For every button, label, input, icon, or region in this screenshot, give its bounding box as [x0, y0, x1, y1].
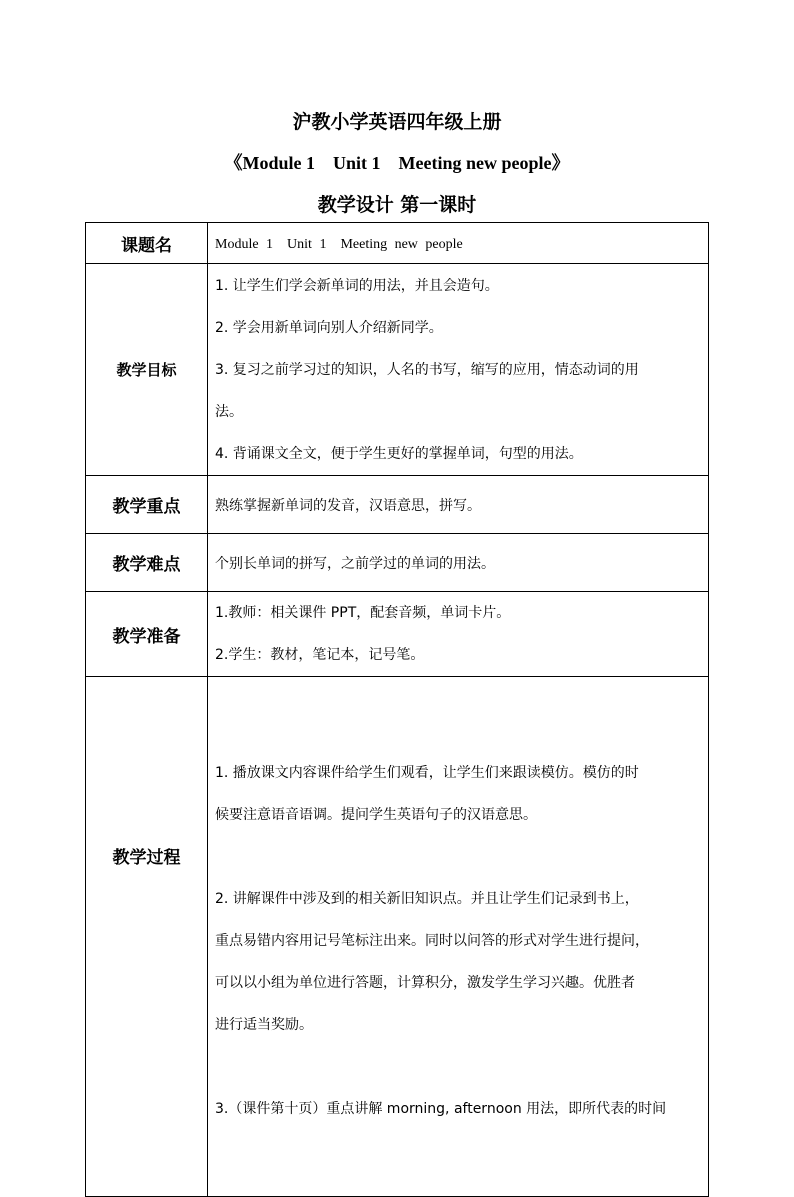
goal-item: 3. 复习之前学习过的知识，人名的书写，缩写的应用，情态动词的用 — [215, 361, 639, 378]
key-points-value: 熟练掌握新单词的发音，汉语意思，拼写。 — [208, 476, 709, 534]
process-step-2-line: 进行适当奖励。 — [215, 1016, 313, 1033]
difficulties-value: 个别长单词的拼写，之前学过的单词的用法。 — [208, 534, 709, 592]
topic-value: Module 1 Unit 1 Meeting new people — [208, 223, 709, 264]
table-row-topic — [86, 223, 709, 264]
process-step-1-line: 1. 播放课文内容课件给学生们观看，让学生们来跟读模仿。模仿的时 — [215, 764, 639, 781]
topic-label: 课题名 — [86, 223, 208, 264]
table-row-key-points — [86, 476, 709, 534]
process-step-3-line: 3.（课件第十页）重点讲解 morning, afternoon 用法，即所代表的时间 — [215, 1100, 667, 1117]
preparation-item: 2.学生：教材，笔记本，记号笔。 — [215, 647, 425, 663]
lesson-plan-table — [85, 222, 709, 1197]
goal-item: 4. 背诵课文全文，便于学生更好的掌握单词，句型的用法。 — [215, 445, 583, 462]
preparation-label: 教学准备 — [86, 592, 208, 677]
document-section-title: 教学设计 第一课时 — [317, 194, 477, 216]
difficulties-label: 教学难点 — [86, 534, 208, 592]
process-step-1-line: 候要注意语音语调。提问学生英语句子的汉语意思。 — [215, 806, 537, 823]
table-row-process — [86, 677, 709, 1197]
process-label: 教学过程 — [86, 677, 208, 1197]
process-cell — [208, 677, 709, 1197]
process-step-2-line: 2. 讲解课件中涉及到的相关新旧知识点。并且让学生们记录到书上， — [215, 890, 639, 907]
table-row-goals — [86, 264, 709, 476]
document-subtitle: 《Module 1 Unit 1 Meeting new people》 — [224, 153, 570, 173]
key-points-label: 教学重点 — [86, 476, 208, 534]
goal-item: 2. 学会用新单词向别人介绍新同学。 — [215, 319, 443, 336]
document-title: 沪教小学英语四年级上册 — [292, 111, 502, 133]
preparation-item: 1.教师：相关课件 PPT，配套音频，单词卡片。 — [215, 605, 511, 621]
process-step-2-line: 重点易错内容用记号笔标注出来。同时以问答的形式对学生进行提问， — [215, 932, 649, 949]
goals-label: 教学目标 — [86, 264, 208, 476]
table-row-difficulties — [86, 534, 709, 592]
goal-item-continued: 法。 — [215, 403, 243, 420]
process-step-2-line: 可以以小组为单位进行答题，计算积分，激发学生学习兴趣。优胜者 — [215, 974, 635, 991]
goals-cell — [208, 264, 709, 476]
table-row-preparation — [86, 592, 709, 677]
preparation-cell — [208, 592, 709, 677]
goal-item: 1. 让学生们学会新单词的用法，并且会造句。 — [215, 277, 499, 294]
